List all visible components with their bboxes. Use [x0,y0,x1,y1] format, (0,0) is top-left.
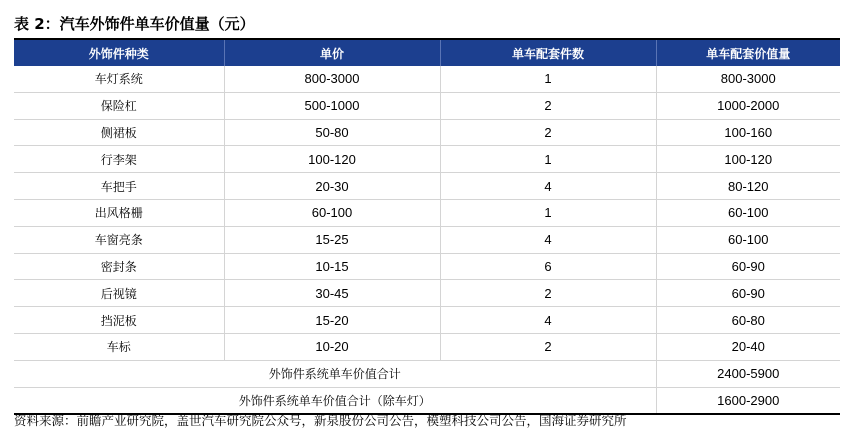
header-row [14,40,840,66]
header-unit-price: 单价 [224,40,440,66]
cell-name: 出风格栅 [14,199,224,226]
cell-count: 4 [440,307,656,334]
header-value: 单车配套价值量 [656,40,840,66]
table-row [14,333,840,360]
cell-price: 10-20 [224,333,440,360]
cell-count: 2 [440,280,656,307]
table-row [14,226,840,253]
cell-name: 车把手 [14,173,224,200]
cell-price: 50-80 [224,119,440,146]
cell-value: 20-40 [656,333,840,360]
cell-count: 4 [440,226,656,253]
table-row [14,199,840,226]
table-row [14,307,840,334]
table-row [14,92,840,119]
table-row [14,146,840,173]
cell-price: 15-20 [224,307,440,334]
cell-name: 挡泥板 [14,307,224,334]
cell-count: 6 [440,253,656,280]
cell-name: 密封条 [14,253,224,280]
header-count: 单车配套件数 [440,40,656,66]
cell-value: 60-90 [656,253,840,280]
cell-count: 2 [440,333,656,360]
cell-value: 1000-2000 [656,92,840,119]
total-value: 2400-5900 [656,360,840,387]
cell-value: 80-120 [656,173,840,200]
total-label: 外饰件系统单车价值合计（除车灯） [14,387,656,414]
cell-name: 车灯系统 [14,66,224,92]
table-row [14,66,840,92]
header-category: 外饰件种类 [14,40,224,66]
cell-price: 20-30 [224,173,440,200]
table-row [14,280,840,307]
price-table [14,40,840,415]
total-value: 1600-2900 [656,387,840,414]
cell-name: 行李架 [14,146,224,173]
total-label: 外饰件系统单车价值合计 [14,360,656,387]
cell-price: 60-100 [224,199,440,226]
cell-name: 车窗亮条 [14,226,224,253]
source-note: 资料来源：前瞻产业研究院，盖世汽车研究院公众号，新泉股份公司公告，模塑科技公司公告，国海证券研究所 [14,413,627,428]
cell-value: 100-120 [656,146,840,173]
cell-value: 60-80 [656,307,840,334]
total-row [14,360,840,387]
cell-price: 10-15 [224,253,440,280]
cell-value: 60-100 [656,199,840,226]
cell-price: 800-3000 [224,66,440,92]
table-row [14,119,840,146]
cell-name: 后视镜 [14,280,224,307]
cell-count: 1 [440,199,656,226]
cell-name: 车标 [14,333,224,360]
cell-count: 2 [440,92,656,119]
cell-price: 100-120 [224,146,440,173]
cell-value: 60-90 [656,280,840,307]
table-row [14,173,840,200]
cell-price: 15-25 [224,226,440,253]
table-row [14,253,840,280]
table-title: 表 2：汽车外饰件单车价值量（元） [14,15,255,33]
cell-count: 4 [440,173,656,200]
cell-count: 2 [440,119,656,146]
cell-price: 30-45 [224,280,440,307]
cell-price: 500-1000 [224,92,440,119]
cell-value: 60-100 [656,226,840,253]
cell-name: 侧裙板 [14,119,224,146]
cell-name: 保险杠 [14,92,224,119]
cell-count: 1 [440,146,656,173]
cell-value: 800-3000 [656,66,840,92]
cell-value: 100-160 [656,119,840,146]
cell-count: 1 [440,66,656,92]
